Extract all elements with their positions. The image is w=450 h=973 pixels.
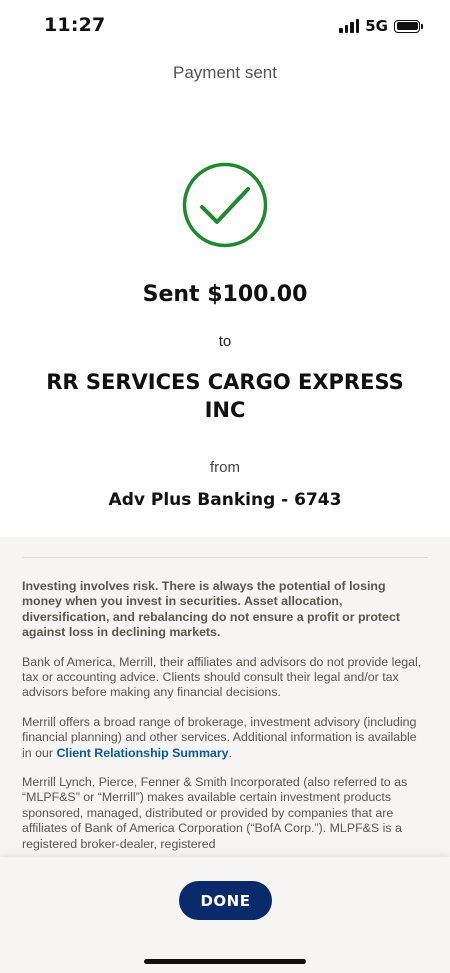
services-disclosure — [22, 715, 428, 761]
risk-disclosure: Investing involves risk. There is always the potential of losing money when you invest in securities. Asset allocation, diversification, and rebalancing do not ensure a profit or protect against loss in declining markets. — [22, 579, 400, 640]
status-bar — [0, 0, 450, 50]
payee-name-line2: INC — [204, 398, 246, 422]
advice-disclosure: Bank of America, Merrill, their affiliates and advisors do not provide legal, tax or accounting advice. Clients should consult their legal and/or tax advisors before making any financial decisions. — [22, 654, 422, 700]
status-indicators — [339, 17, 420, 35]
status-time: 11:27 — [44, 14, 106, 36]
page-title: Payment sent — [173, 63, 277, 82]
divider — [22, 557, 428, 558]
to-label: to — [218, 333, 232, 350]
signal-icon — [339, 19, 359, 33]
checkmark-circle-icon — [182, 162, 268, 248]
bottom-bar — [0, 857, 450, 973]
disclosure-section[interactable] — [0, 537, 450, 857]
payee-name — [20, 368, 430, 424]
mlpfs-disclosure: Merrill Lynch, Pierce, Fenner & Smith Incorporated (also referred to as “MLPF&S” or “Merrill”) makes available certain investment products sponsored, managed, distributed or provided by companies that are affiliates of Bank of America Corporation (“BofA Corp.”). MLPF&S is a registered broker-dealer, registered — [22, 775, 408, 851]
client-relationship-summary-link[interactable]: Client Relationship Summary — [56, 745, 229, 760]
sent-amount: Sent $100.00 — [142, 282, 308, 307]
done-button[interactable]: DONE — [179, 881, 272, 920]
services-text: Merrill offers a broad range of brokerage, investment advisory (including financial planning) and other services. Additional information is available in our — [22, 714, 417, 760]
source-account: Adv Plus Banking - 6743 — [108, 490, 342, 510]
network-label: 5G — [365, 17, 388, 35]
disclosure-text — [22, 579, 428, 857]
home-indicator — [144, 959, 306, 964]
from-label: from — [210, 459, 240, 476]
battery-icon — [394, 20, 420, 33]
payee-name-line1: RR SERVICES CARGO EXPRESS — [46, 370, 404, 394]
services-text-end: . — [228, 745, 233, 760]
